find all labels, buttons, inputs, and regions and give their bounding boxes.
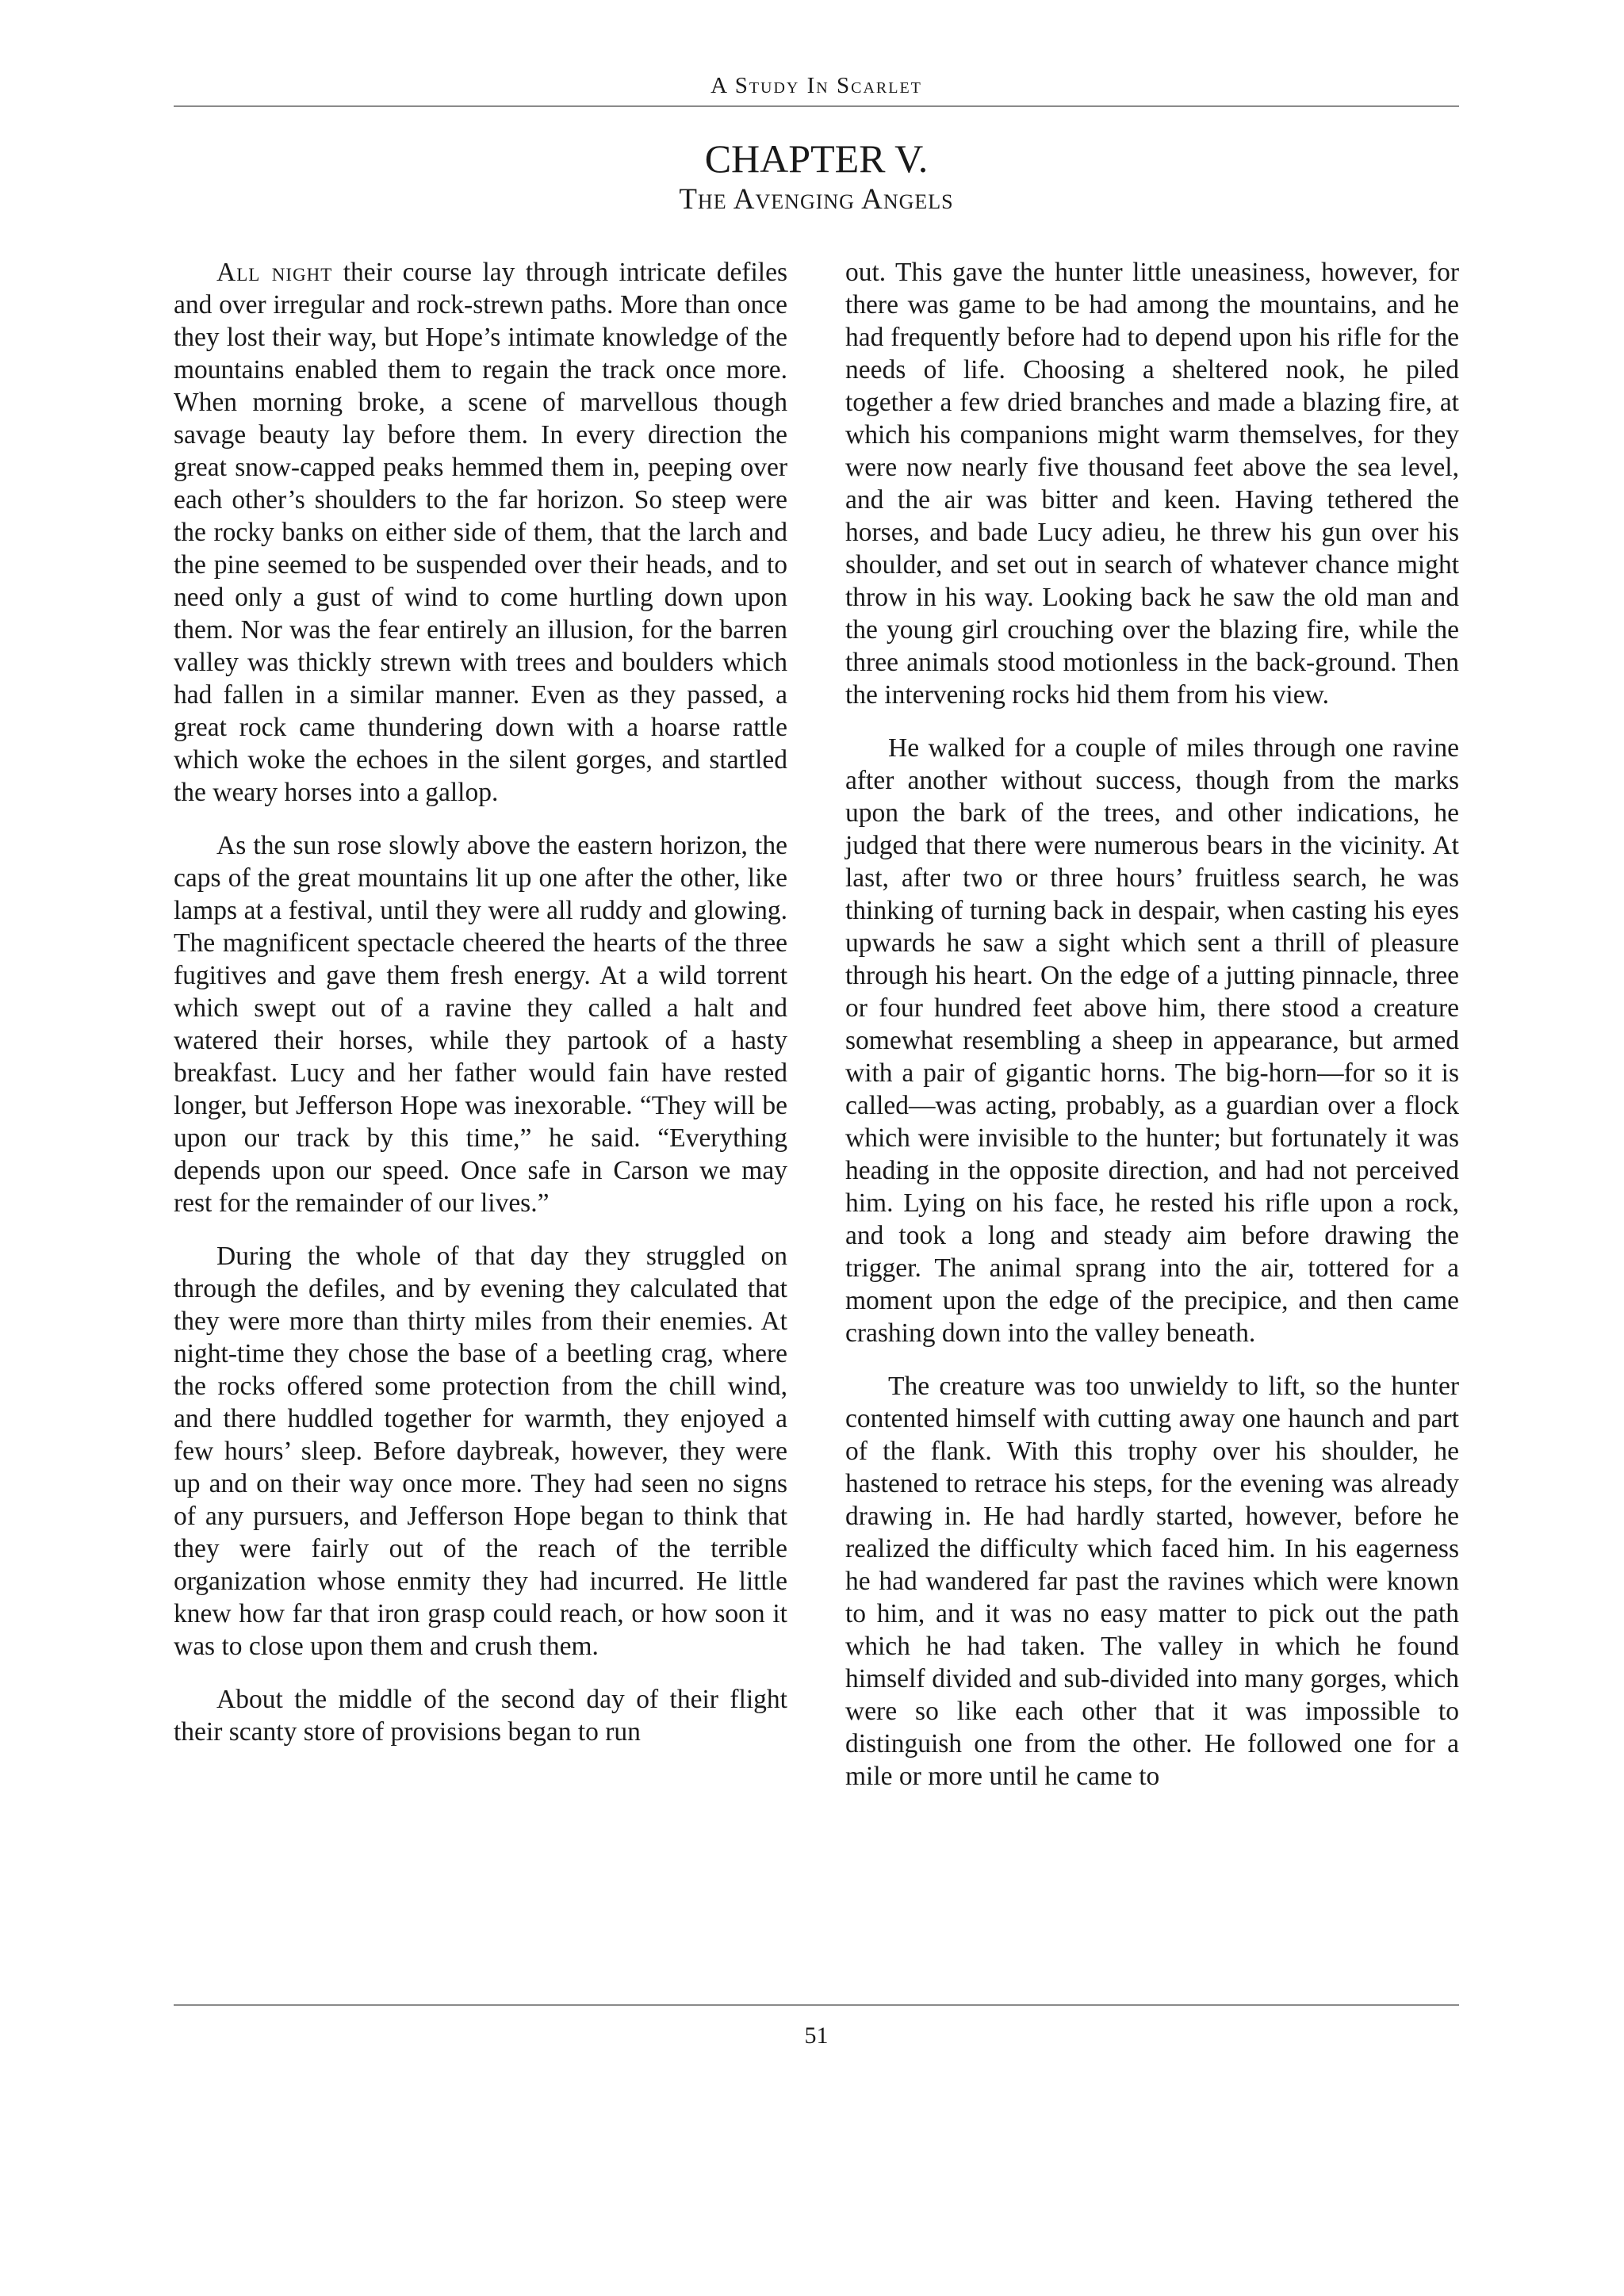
header-rule [174, 105, 1459, 107]
paragraph: About the middle of the second day of their flight their scanty store of provisions began to run [174, 1685, 787, 1747]
paragraph: The creature was too unwieldy to lift, so the hunter contented himself with cutting away one haunch and part of the flank. With this trophy over his shoulder, he hastened to retrace his steps, for the evening was already drawing in. He had hardly started, however, before he realized the difficulty which faced him. In his eagerness he had wandered far past the ravines which were known to him, and it was no easy matter to pick out the path which he had taken. The valley in which he found himself divided and sub-divided into many gorges, which were so like each other that it was impossible to distinguish one from the other. He followed one for a mile or more until he came to [845, 1372, 1459, 1791]
paragraph-text: their course lay through intricate defiles and over irregular and rock-strewn paths. More than once they lost their way, but Hope’s intimate knowledge of the mountains enabled them to regain the track once more. When morning broke, a scene of marvellous though savage beauty lay before them. In every direction the great snow-capped peaks hemmed them in, peeping over each other’s shoulders to the far horizon. So steep were the rocky banks on either side of them, that the larch and the pine seemed to be suspended over their heads, and to need only a gust of wind to come hurtling down upon them. Nor was the fear entirely an illusion, for the barren valley was thickly strewn with trees and boulders which had fallen in a similar manner. Even as they passed, a great rock came thundering down with a hoarse rattle which woke the echoes in the silent gorges, and startled the weary horses into a gallop. [174, 258, 787, 807]
right-column [845, 256, 1459, 1813]
footer-rule [174, 2004, 1459, 2006]
paragraph: He walked for a couple of miles through one ravine after another without success, though from the marks upon the bark of the trees, and other indications, he judged that there were numerous bears in the vicinity. At last, after two or three hours’ fruitless search, he was thinking of turning back in despair, when casting his eyes upwards he saw a sight which sent a thrill of pleasure through his heart. On the edge of a jutting pinnacle, three or four hundred feet above him, there stood a creature somewhat resembling a sheep in appearance, but armed with a pair of gigantic horns. The big-horn—for so it is called—was acting, probably, as a guardian over a flock which were invisible to the hunter; but fortunately it was heading in the opposite direction, and had not perceived him. Lying on his face, he rested his rifle upon a rock, and took a long and steady aim before drawing the trigger. The animal sprang into the air, tottered for a moment upon the edge of the precipice, and then came crashing down into the valley beneath. [845, 733, 1459, 1348]
running-head: A Study In Scarlet [710, 73, 922, 98]
paragraph [174, 256, 787, 809]
paragraph-continued: out. This gave the hunter little uneasiness, however, for there was game to be had among the mountains, and he had frequently before had to depend upon his rifle for the needs of life. Choosing a sheltered nook, he piled together a few dried branches and made a blazing fire, at which his companions might warm themselves, for they were now nearly five thousand feet above the sea level, and the air was bitter and keen. Having tethered the horses, and bade Lucy adieu, he threw his gun over his shoulder, and set out in search of whatever chance might throw in his way. Looking back he saw the old man and the young girl crouching over the blazing fire, while the three animals stood motionless in the back-ground. Then the intervening rocks hid them from his view. [845, 258, 1459, 710]
page-number: 51 [804, 2022, 829, 2049]
paragraph: During the whole of that day they struggled on through the defiles, and by evening they calculated that they were more than thirty miles from their enemies. At night-time they chose the base of a beetling crag, where the rocks offered some protection from the chill wind, and there huddled together for warmth, they enjoyed a few hours’ sleep. Before daybreak, however, they were up and on their way once more. They had seen no signs of any pursuers, and Jefferson Hope began to think that they were fairly out of the reach of the terrible organization whose enmity they had incurred. He little knew how far that iron grasp could reach, or how soon it was to close upon them and crush them. [174, 1242, 787, 1661]
chapter-subtitle: The Avenging Angels [679, 183, 954, 216]
paragraph-lead-in: All night [216, 258, 333, 287]
chapter-title: CHAPTER V. [704, 136, 929, 181]
paragraph: As the sun rose slowly above the eastern horizon, the caps of the great mountains lit up one after the other, like lamps at a festival, until they were all ruddy and glowing. The magnificent spectacle cheered the hearts of the three fugitives and gave them fresh energy. At a wild torrent which swept out of a ravine they called a halt and watered their horses, while they partook of a hasty breakfast. Lucy and her father would fain have rested longer, but Jefferson Hope was inexorable. “They will be upon our track by this time,” he said. “Everything depends upon our speed. Once safe in Carson we may rest for the remainder of our lives.” [174, 831, 787, 1218]
left-column [174, 256, 787, 1769]
